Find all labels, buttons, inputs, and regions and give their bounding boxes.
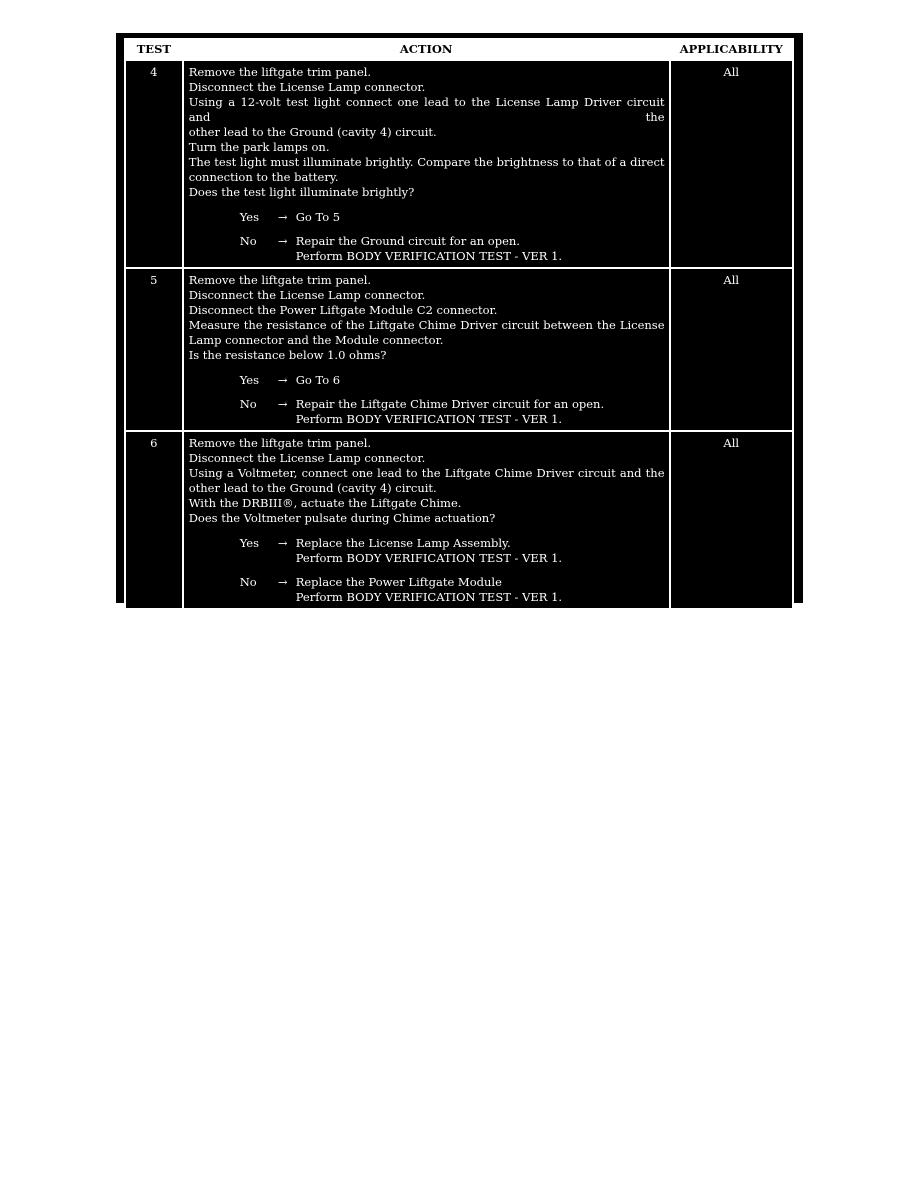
yes-outcome [240,210,665,225]
action-step: Using a Voltmeter, connect one lead to the Liftgate Chime Driver circuit and the [188,466,665,480]
action-step: Does the Voltmeter pulsate during Chime actuation? [188,511,496,525]
no-label: No [239,234,257,248]
outcome-text: Perform BODY VERIFICATION TEST - VER 1. [295,551,563,565]
no-label: No [239,397,257,411]
outcome-text: Go To 5 [295,210,341,224]
table-row-test-5 [125,268,793,431]
action-step: Disconnect the License Lamp connector. [188,451,426,465]
applicability-value: All [670,60,793,268]
action-step: With the DRBIII®, actuate the Liftgate Chime. [188,496,462,510]
yes-outcome [240,536,665,566]
outcome-text: Repair the Liftgate Chime Driver circuit for an open. [295,397,605,411]
header-action: ACTION [183,39,670,60]
no-outcome [240,397,665,427]
outcome-text: Perform BODY VERIFICATION TEST - VER 1. [295,590,563,604]
action-step: Disconnect the Power Liftgate Module C2 connector. [188,303,498,317]
header-applicability: APPLICABILITY [670,39,793,60]
arrow-right-icon: → [277,536,288,550]
table-row-test-6 [125,431,793,609]
outcome-text: Repair the Ground circuit for an open. [295,234,520,248]
no-label: No [239,575,257,589]
action-step: other lead to the Ground (cavity 4) circuit. [188,481,437,495]
diagnostic-test-table [124,38,794,610]
table-row-test-4 [125,60,793,268]
applicability-value: All [670,431,793,609]
action-step: connection to the battery. [188,170,339,184]
action-step: Lamp connector and the Module connector. [188,333,444,347]
outcome-text: Replace the License Lamp Assembly. [295,536,511,550]
action-step: Remove the liftgate trim panel. [188,436,372,450]
no-outcome [240,575,665,605]
outcome-text: Perform BODY VERIFICATION TEST - VER 1. [295,249,563,263]
yes-label: Yes [239,536,259,550]
no-outcome [240,234,665,264]
action-step: The test light must illuminate brightly. Compare the brightness to that of a direct [188,155,665,169]
action-step: Using a 12-volt test light connect one lead to the License Lamp Driver circuit and the [188,95,665,124]
action-step: Turn the park lamps on. [188,140,330,154]
outcome-text: Perform BODY VERIFICATION TEST - VER 1. [295,412,563,426]
action-cell [183,60,670,268]
outcome-text: Replace the Power Liftgate Module [295,575,502,589]
outcome-text: Go To 6 [295,373,341,387]
arrow-right-icon: → [277,575,288,589]
action-cell [183,268,670,431]
applicability-value: All [670,268,793,431]
action-step: Measure the resistance of the Liftgate Chime Driver circuit between the License [188,318,665,332]
action-step: Remove the liftgate trim panel. [188,65,372,79]
table-header-row [125,39,793,60]
action-step: Disconnect the License Lamp connector. [188,288,426,302]
action-step: other lead to the Ground (cavity 4) circuit. [188,125,437,139]
arrow-right-icon: → [277,373,288,387]
test-number: 6 [125,431,183,609]
action-cell [183,431,670,609]
yes-label: Yes [239,210,259,224]
arrow-right-icon: → [277,234,288,248]
yes-label: Yes [239,373,259,387]
yes-outcome [240,373,665,388]
test-number: 5 [125,268,183,431]
action-step: Remove the liftgate trim panel. [188,273,372,287]
arrow-right-icon: → [277,210,288,224]
test-number: 4 [125,60,183,268]
diagnostic-test-sheet [116,33,803,603]
header-test: TEST [125,39,183,60]
action-step: Is the resistance below 1.0 ohms? [188,348,387,362]
action-step: Does the test light illuminate brightly? [188,185,415,199]
arrow-right-icon: → [277,397,288,411]
action-step: Disconnect the License Lamp connector. [188,80,426,94]
